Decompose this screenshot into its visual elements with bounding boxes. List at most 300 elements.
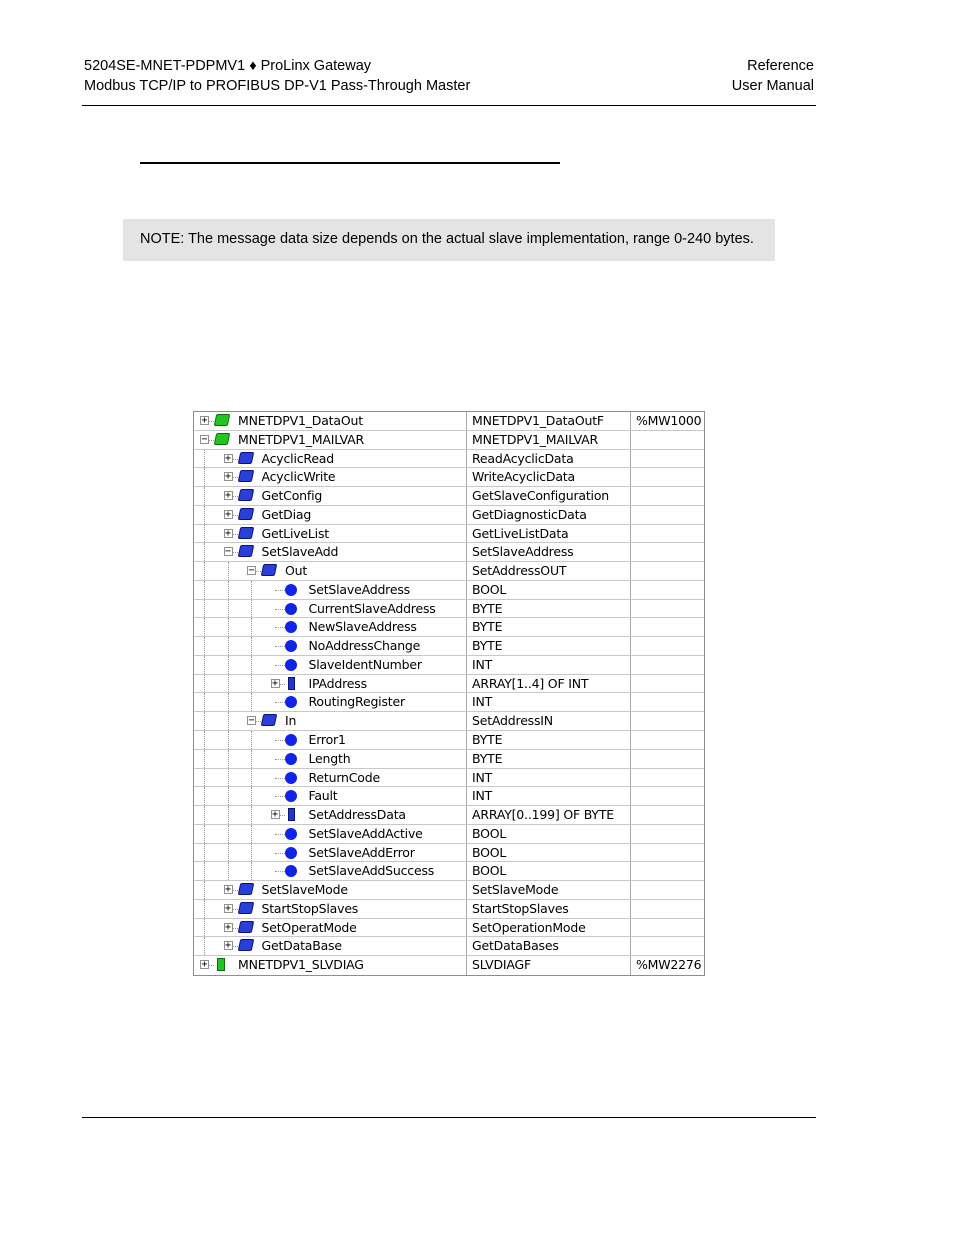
type-cell	[466, 862, 631, 880]
address-cell	[630, 600, 704, 618]
expand-icon[interactable]: +	[224, 940, 232, 952]
name-cell	[194, 431, 467, 449]
variable-name: IPAddress	[308, 675, 367, 691]
blue-variable-icon	[285, 734, 297, 746]
variable-type: GetDiagnosticData	[472, 506, 587, 522]
variable-address: %MW2276	[636, 957, 702, 973]
variable-type: ARRAY[1..4] OF INT	[472, 675, 589, 691]
name-cell	[194, 637, 467, 655]
expand-icon[interactable]: +	[224, 471, 232, 483]
type-cell	[466, 769, 631, 787]
blue-variable-icon	[285, 790, 297, 802]
tree-guide-line	[251, 637, 252, 655]
address-cell	[630, 825, 704, 843]
variable-type: INT	[472, 788, 493, 804]
variable-name: SetSlaveMode	[261, 882, 348, 898]
tree-connector	[275, 609, 285, 610]
blue-variable-icon	[285, 753, 297, 765]
tree-guide-line	[251, 862, 252, 880]
tree-guide-line	[251, 693, 252, 711]
address-cell	[630, 881, 704, 899]
variable-name: SetSlaveAddActive	[308, 825, 423, 841]
footer-rule	[82, 1117, 816, 1118]
tree-guide-line	[204, 693, 205, 711]
variable-type: ReadAcyclicData	[472, 450, 574, 466]
tree-row[interactable]	[194, 769, 704, 788]
tree-row[interactable]	[194, 900, 704, 919]
tree-connector	[256, 571, 261, 572]
expand-icon[interactable]: +	[201, 415, 208, 426]
variable-name: AcyclicWrite	[261, 469, 336, 485]
variable-name: SetAddressData	[308, 807, 406, 823]
tree-row[interactable]	[194, 956, 704, 975]
tree-row[interactable]	[194, 844, 704, 863]
variable-tree-table	[193, 411, 705, 976]
variable-type: BOOL	[472, 844, 507, 860]
address-cell	[630, 750, 704, 768]
tree-guide-line	[228, 675, 229, 693]
address-cell	[630, 806, 704, 824]
tree-guide-line	[228, 750, 229, 768]
green-structure-icon	[214, 433, 231, 445]
variable-name: SetSlaveAddSuccess	[308, 863, 435, 879]
tree-connector	[275, 627, 285, 628]
tree-connector	[280, 815, 285, 816]
type-cell	[466, 618, 631, 636]
expand-icon[interactable]: +	[271, 809, 279, 821]
tree-row[interactable]	[194, 412, 704, 431]
type-cell	[466, 656, 631, 674]
address-cell	[630, 450, 704, 468]
tree-row[interactable]	[194, 937, 704, 956]
variable-name: MNETDPV1_MAILVAR	[238, 431, 364, 447]
name-cell	[194, 787, 467, 805]
tree-connector	[233, 552, 238, 553]
tree-row[interactable]	[194, 693, 704, 712]
tree-row[interactable]	[194, 750, 704, 769]
tree-connector	[233, 515, 238, 516]
type-cell	[466, 693, 631, 711]
type-cell	[466, 543, 631, 561]
tree-guide-line	[204, 900, 205, 918]
blue-structure-icon	[237, 489, 254, 501]
tree-row[interactable]	[194, 450, 704, 469]
tree-connector	[209, 965, 214, 966]
tree-connector	[233, 890, 238, 891]
name-cell	[194, 506, 467, 524]
page-header-right	[732, 56, 814, 96]
name-cell	[194, 769, 467, 787]
tree-row[interactable]	[194, 581, 704, 600]
collapse-icon[interactable]: −	[224, 546, 232, 558]
variable-name: StartStopSlaves	[261, 900, 359, 916]
tree-guide-line	[204, 769, 205, 787]
address-cell	[630, 543, 704, 561]
expand-icon[interactable]: +	[224, 508, 232, 520]
tree-connector	[233, 477, 238, 478]
type-cell	[466, 450, 631, 468]
blue-array-icon	[288, 808, 295, 821]
variable-type: BYTE	[472, 638, 503, 654]
blue-variable-icon	[285, 584, 297, 596]
tree-guide-line	[251, 675, 252, 693]
tree-connector	[275, 665, 285, 666]
variable-type: SetOperationMode	[472, 919, 586, 935]
tree-connector	[209, 421, 214, 422]
tree-guide-line	[228, 769, 229, 787]
blue-variable-icon	[285, 603, 297, 615]
variable-type: BYTE	[472, 600, 503, 616]
tree-connector	[209, 440, 214, 441]
tree-guide-line	[228, 637, 229, 655]
header-product-line: 5204SE-MNET-PDPMV1 ♦ ProLinx Gateway	[84, 58, 372, 74]
variable-type: MNETDPV1_DataOutF	[472, 413, 604, 428]
type-cell	[466, 844, 631, 862]
tree-row[interactable]	[194, 487, 704, 506]
name-cell	[194, 844, 467, 862]
header-rule	[82, 105, 816, 106]
blue-structure-icon	[237, 902, 254, 914]
tree-guide-line	[204, 825, 205, 843]
header-doc-type: User Manual	[731, 78, 814, 94]
tree-guide-line	[204, 600, 205, 618]
tree-guide-line	[204, 750, 205, 768]
tree-row[interactable]	[194, 712, 704, 731]
tree-row[interactable]	[194, 825, 704, 844]
type-cell	[466, 581, 631, 599]
variable-name: SlaveIdentNumber	[308, 656, 422, 672]
variable-type: SetSlaveMode	[472, 882, 559, 898]
tree-connector	[275, 702, 285, 703]
tree-row[interactable]	[194, 919, 704, 938]
name-cell	[194, 712, 467, 730]
type-cell	[466, 712, 631, 730]
tree-guide-line	[204, 562, 205, 580]
tree-guide-line	[228, 806, 229, 824]
tree-row[interactable]	[194, 862, 704, 881]
address-cell	[630, 412, 704, 430]
blue-structure-icon	[237, 883, 254, 895]
variable-name: MNETDPV1_SLVDIAG	[238, 957, 364, 973]
tree-guide-line	[228, 581, 229, 599]
address-cell	[630, 618, 704, 636]
tree-connector	[275, 778, 285, 779]
variable-name: Length	[308, 750, 351, 766]
note-text: NOTE: The message data size depends on the actual slave implementation, range 0-240 bytes.	[140, 231, 754, 247]
tree-row[interactable]	[194, 543, 704, 562]
tree-guide-line	[251, 618, 252, 636]
tree-row[interactable]	[194, 431, 704, 450]
tree-guide-line	[228, 844, 229, 862]
tree-guide-line	[228, 618, 229, 636]
tree-connector	[233, 946, 238, 947]
tree-row[interactable]	[194, 600, 704, 619]
blue-variable-icon	[285, 772, 297, 784]
variable-type: MNETDPV1_MAILVAR	[472, 431, 598, 447]
type-cell	[466, 919, 631, 937]
blue-structure-icon	[237, 545, 254, 557]
address-cell	[630, 675, 704, 693]
type-cell	[466, 468, 631, 486]
tree-guide-line	[204, 937, 205, 955]
tree-guide-line	[251, 806, 252, 824]
tree-row[interactable]	[194, 525, 704, 544]
tree-guide-line	[251, 787, 252, 805]
tree-guide-line	[204, 468, 205, 486]
blue-variable-icon	[285, 659, 297, 671]
tree-connector	[275, 871, 285, 872]
expand-icon[interactable]: +	[224, 902, 232, 914]
tree-guide-line	[204, 844, 205, 862]
blue-structure-icon	[261, 564, 278, 576]
name-cell	[194, 881, 467, 899]
variable-type: BOOL	[472, 825, 507, 841]
tree-connector	[275, 834, 285, 835]
expand-icon[interactable]: +	[201, 959, 208, 971]
name-cell	[194, 937, 467, 955]
name-cell	[194, 543, 467, 561]
collapse-icon[interactable]: −	[248, 715, 255, 727]
tree-guide-line	[204, 675, 205, 693]
blue-variable-icon	[285, 828, 297, 840]
header-section: Reference	[747, 58, 814, 74]
tree-guide-line	[228, 656, 229, 674]
type-cell	[466, 787, 631, 805]
blue-structure-icon	[237, 921, 254, 933]
expand-icon[interactable]: +	[224, 921, 232, 933]
type-cell	[466, 600, 631, 618]
expand-icon[interactable]: +	[224, 527, 232, 539]
type-cell	[466, 825, 631, 843]
tree-guide-line	[204, 806, 205, 824]
tree-guide-line	[228, 731, 229, 749]
tree-connector	[233, 534, 238, 535]
address-cell	[630, 506, 704, 524]
expand-icon[interactable]: +	[224, 490, 232, 502]
collapse-icon[interactable]: −	[201, 433, 208, 445]
tree-connector	[275, 796, 285, 797]
tree-row[interactable]	[194, 562, 704, 581]
name-cell	[194, 675, 467, 693]
type-cell	[466, 525, 631, 543]
address-cell	[630, 862, 704, 880]
tree-guide-line	[251, 600, 252, 618]
tree-guide-line	[251, 844, 252, 862]
tree-row[interactable]	[194, 468, 704, 487]
tree-connector	[275, 759, 285, 760]
tree-row[interactable]	[194, 881, 704, 900]
type-cell	[466, 675, 631, 693]
tree-guide-line	[204, 487, 205, 505]
type-cell	[466, 731, 631, 749]
tree-connector	[275, 590, 285, 591]
tree-connector	[280, 684, 285, 685]
variable-name: In	[285, 713, 297, 729]
variable-type: ARRAY[0..199] OF BYTE	[472, 807, 614, 823]
expand-icon[interactable]: +	[271, 677, 279, 689]
tree-guide-line	[228, 825, 229, 843]
name-cell	[194, 956, 467, 975]
type-cell	[466, 900, 631, 918]
variable-name: Error1	[308, 732, 346, 748]
address-cell	[630, 431, 704, 449]
variable-type: INT	[472, 656, 493, 672]
tree-row[interactable]	[194, 506, 704, 525]
type-cell	[466, 412, 631, 430]
blue-structure-icon	[237, 939, 254, 951]
section-title-rule	[140, 162, 560, 164]
variable-type: WriteAcyclicData	[472, 469, 575, 485]
green-variable-icon	[217, 958, 225, 971]
variable-name: GetDataBase	[261, 938, 342, 954]
variable-name: NewSlaveAddress	[308, 619, 417, 635]
name-cell	[194, 900, 467, 918]
expand-icon[interactable]: +	[224, 884, 232, 896]
name-cell	[194, 562, 467, 580]
address-cell	[630, 937, 704, 955]
tree-guide-line	[204, 787, 205, 805]
tree-row[interactable]	[194, 731, 704, 750]
tree-guide-line	[228, 787, 229, 805]
tree-connector	[233, 496, 238, 497]
tree-connector	[256, 721, 261, 722]
tree-connector	[233, 459, 238, 460]
variable-type: BYTE	[472, 732, 503, 748]
variable-type: INT	[472, 769, 493, 785]
variable-type: SetAddressOUT	[472, 563, 567, 579]
tree-connector	[233, 909, 238, 910]
variable-type: SetAddressIN	[472, 713, 553, 729]
blue-array-icon	[288, 677, 295, 690]
page-header-left	[84, 56, 470, 96]
variable-name: SetSlaveAddError	[308, 844, 415, 860]
address-cell	[630, 656, 704, 674]
tree-row[interactable]	[194, 675, 704, 694]
variable-type: INT	[472, 694, 493, 710]
name-cell	[194, 468, 467, 486]
variable-type: BOOL	[472, 863, 507, 879]
tree-guide-line	[204, 881, 205, 899]
variable-name: GetConfig	[261, 488, 323, 504]
tree-guide-line	[251, 825, 252, 843]
type-cell	[466, 750, 631, 768]
name-cell	[194, 693, 467, 711]
collapse-icon[interactable]: −	[248, 565, 255, 577]
variable-type: GetDataBases	[472, 938, 559, 954]
type-cell	[466, 956, 631, 975]
name-cell	[194, 525, 467, 543]
variable-type: SetSlaveAddress	[472, 544, 574, 560]
tree-guide-line	[251, 769, 252, 787]
name-cell	[194, 919, 467, 937]
address-cell	[630, 787, 704, 805]
tree-guide-line	[251, 731, 252, 749]
tree-guide-line	[204, 637, 205, 655]
tree-row[interactable]	[194, 806, 704, 825]
address-cell	[630, 769, 704, 787]
blue-variable-icon	[285, 640, 297, 652]
tree-guide-line	[251, 581, 252, 599]
address-cell	[630, 693, 704, 711]
tree-guide-line	[204, 919, 205, 937]
blue-structure-icon	[237, 527, 254, 539]
tree-guide-line	[228, 600, 229, 618]
blue-structure-icon	[237, 470, 254, 482]
green-structure-icon	[214, 414, 231, 426]
expand-icon[interactable]: +	[224, 452, 232, 464]
name-cell	[194, 450, 467, 468]
tree-guide-line	[204, 581, 205, 599]
blue-structure-icon	[237, 452, 254, 464]
variable-type: GetSlaveConfiguration	[472, 488, 610, 504]
tree-guide-line	[251, 750, 252, 768]
type-cell	[466, 806, 631, 824]
tree-guide-line	[204, 618, 205, 636]
tree-guide-line	[204, 656, 205, 674]
address-cell	[630, 900, 704, 918]
tree-guide-line	[228, 562, 229, 580]
type-cell	[466, 562, 631, 580]
address-cell	[630, 844, 704, 862]
variable-name: GetDiag	[261, 506, 312, 522]
tree-guide-line	[228, 862, 229, 880]
variable-name: GetLiveList	[261, 525, 329, 541]
header-subtitle-line: Modbus TCP/IP to PROFIBUS DP-V1 Pass-Through Master	[84, 78, 471, 94]
variable-name: NoAddressChange	[308, 638, 421, 654]
name-cell	[194, 656, 467, 674]
name-cell	[194, 581, 467, 599]
type-cell	[466, 487, 631, 505]
tree-row[interactable]	[194, 637, 704, 656]
address-cell	[630, 731, 704, 749]
tree-connector	[275, 646, 285, 647]
type-cell	[466, 881, 631, 899]
variable-type: SLVDIAGF	[472, 957, 531, 973]
address-cell	[630, 637, 704, 655]
tree-row[interactable]	[194, 656, 704, 675]
address-cell	[630, 712, 704, 730]
type-cell	[466, 637, 631, 655]
blue-variable-icon	[285, 847, 297, 859]
type-cell	[466, 431, 631, 449]
variable-name: Fault	[308, 788, 338, 804]
tree-row[interactable]	[194, 787, 704, 806]
type-cell	[466, 506, 631, 524]
variable-type: BOOL	[472, 581, 507, 597]
tree-guide-line	[204, 731, 205, 749]
variable-name: CurrentSlaveAddress	[308, 600, 436, 616]
blue-structure-icon	[237, 508, 254, 520]
name-cell	[194, 487, 467, 505]
tree-row[interactable]	[194, 618, 704, 637]
name-cell	[194, 825, 467, 843]
address-cell	[630, 581, 704, 599]
blue-variable-icon	[285, 696, 297, 708]
variable-name: SetSlaveAddress	[308, 581, 410, 597]
variable-address: %MW1000	[636, 413, 702, 428]
name-cell	[194, 806, 467, 824]
tree-connector	[275, 853, 285, 854]
address-cell	[630, 487, 704, 505]
variable-name: SetSlaveAdd	[261, 544, 339, 560]
tree-guide-line	[251, 656, 252, 674]
address-cell	[630, 919, 704, 937]
name-cell	[194, 731, 467, 749]
note-box	[123, 219, 775, 261]
tree-guide-line	[228, 712, 229, 730]
tree-connector	[275, 740, 285, 741]
address-cell	[630, 525, 704, 543]
